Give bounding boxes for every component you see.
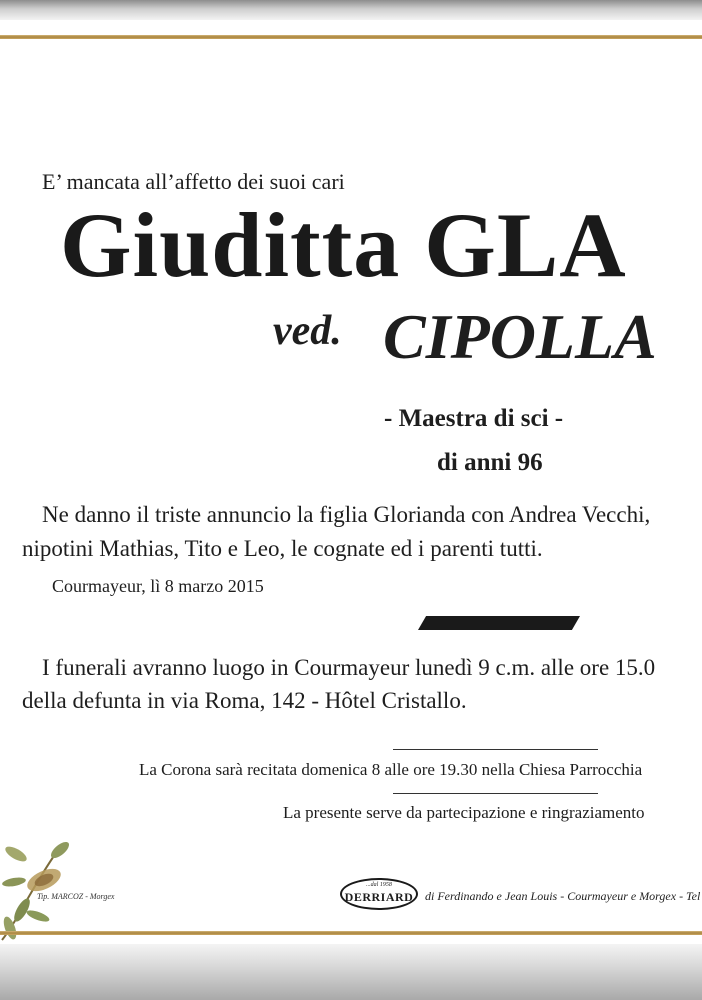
funeral-line-2: della defunta in via Roma, 142 - Hôtel Cristallo. [22,688,467,713]
announcement-line-2: nipotini Mathias, Tito e Leo, le cognate ed i parenti tutti. [22,536,543,561]
logo-name: DERRIARD [344,890,414,904]
thanks-notice: La presente serve da partecipazione e ringraziamento [283,803,645,822]
printer-credit: Tip. MARCOZ - Morgex [37,892,115,901]
divider-rule [393,793,598,794]
place-date: Courmayeur, lì 8 marzo 2015 [52,576,264,596]
funeral-home-info: di Ferdinando e Jean Louis - Courmayeur e Morgex - Tel [425,889,701,903]
married-name: CIPOLLA [383,301,657,372]
top-gold-border [0,35,702,39]
announcement-line-1: Ne danno il triste annuncio la figlia Glorianda con Andrea Vecchi, [42,502,651,527]
olive-sprig-icon [0,820,72,960]
intro-text: E’ mancata all’affetto dei suoi cari [42,169,345,194]
age: di anni 96 [437,449,543,476]
decorative-dash [418,616,580,630]
married-prefix: ved. [273,308,342,354]
corona-notice: La Corona sarà recitata domenica 8 alle ore 19.30 nella Chiesa Parrocchia [139,760,643,779]
derriard-logo [340,878,418,910]
bottom-frame-shadow [0,944,702,1000]
bottom-gold-border [0,931,702,935]
profession: - Maestra di sci - [384,405,564,432]
logo-since: ...dal 1958 [366,882,392,888]
divider-rule [393,749,598,750]
top-frame-shadow [0,0,702,20]
deceased-name: Giuditta GLA [60,194,627,296]
funeral-line-1: I funerali avranno luogo in Courmayeur lunedì 9 c.m. alle ore 15.0 [42,655,656,680]
